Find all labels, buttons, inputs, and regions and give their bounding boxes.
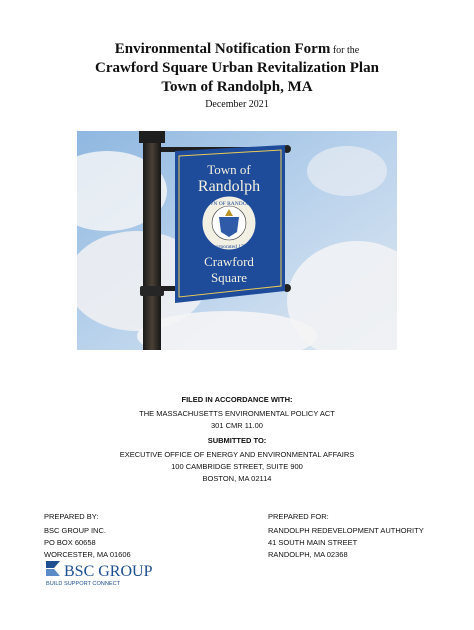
banner-line-1: Town of	[207, 162, 251, 177]
filed-heading: FILED IN ACCORDANCE WITH:	[181, 395, 293, 404]
seal-top-text: TOWN OF RANDOLPH	[200, 201, 258, 207]
submitted-address-1: 100 CAMBRIDGE STREET, SUITE 900	[171, 462, 303, 471]
prepared-by-line: BSC GROUP INC.	[44, 526, 106, 535]
filed-act: THE MASSACHUSETTS ENVIRONMENTAL POLICY ACT	[139, 409, 335, 418]
title-main: Environmental Notification Form	[114, 41, 331, 57]
seal-bottom-text: Incorporated 1793	[208, 244, 250, 250]
prepared-by-block	[44, 511, 131, 561]
report-date: December 2021	[205, 99, 269, 110]
title-line-3: Town of Randolph, MA	[161, 79, 313, 95]
title-line-2: Crawford Square Urban Revitalization Plan	[95, 60, 379, 76]
prepared-for-line: RANDOLPH REDEVELOPMENT AUTHORITY	[268, 526, 424, 535]
logo-name: BSC GROUP	[64, 563, 153, 580]
filed-cmr: 301 CMR 11.00	[211, 421, 263, 430]
banner-line-2: Randolph	[197, 178, 261, 195]
submitted-office: EXECUTIVE OFFICE OF ENERGY AND ENVIRONMENTAL AFFAIRS	[119, 450, 355, 459]
cover-photo	[77, 131, 397, 350]
prepared-for-block	[268, 511, 424, 561]
bsc-logo-mark-icon	[44, 559, 154, 587]
banner-line-4: Square	[210, 270, 248, 285]
prepared-by-label: PREPARED BY:	[44, 512, 99, 521]
submitted-address-2: BOSTON, MA 02114	[202, 474, 272, 483]
title-for: for the	[330, 45, 360, 56]
prepared-by-line: WORCESTER, MA 01606	[44, 550, 131, 559]
banner-line-3: Crawford	[204, 254, 254, 269]
title-line-1	[0, 41, 474, 58]
prepared-for-label: PREPARED FOR:	[268, 512, 329, 521]
bsc-group-logo	[44, 559, 154, 592]
logo-tagline: BUILD SUPPORT CONNECT	[46, 581, 121, 587]
street-banner-photo	[77, 131, 397, 350]
prepared-by-line: PO BOX 60658	[44, 538, 96, 547]
submitted-heading: SUBMITTED TO:	[207, 436, 267, 445]
prepared-for-line: 41 SOUTH MAIN STREET	[268, 538, 358, 547]
prepared-for-line: RANDOLPH, MA 02368	[268, 550, 348, 559]
